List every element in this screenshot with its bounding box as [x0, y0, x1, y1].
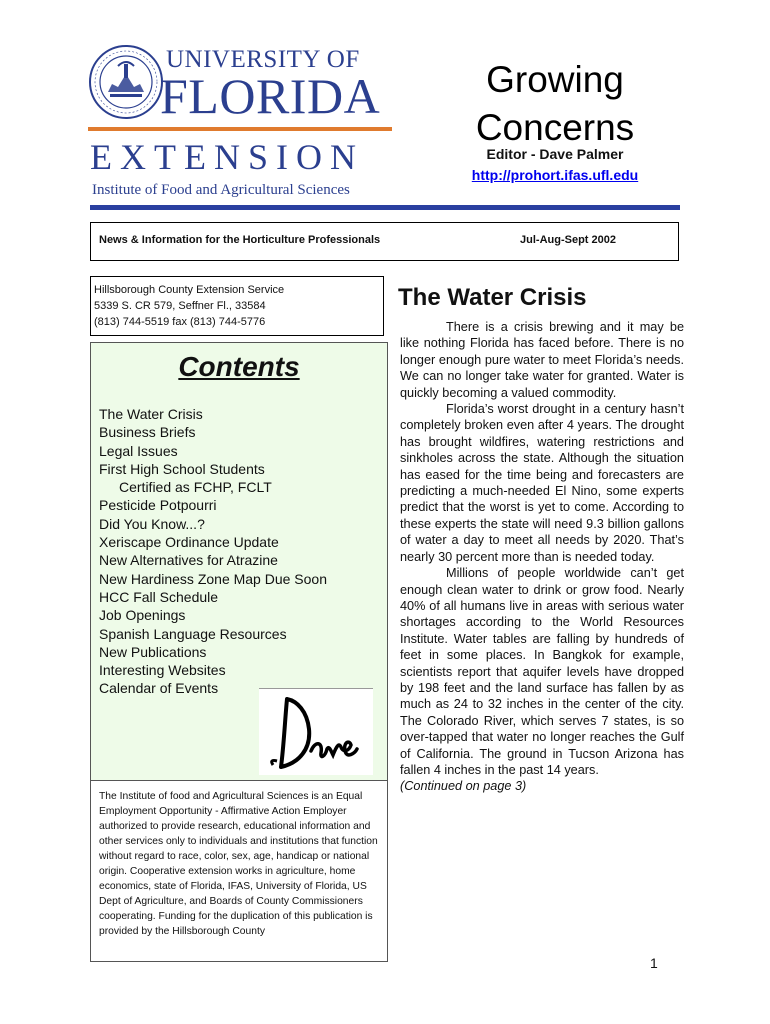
contents-heading: Contents	[178, 351, 300, 382]
contents-box	[90, 342, 388, 784]
eeo-disclaimer-box	[90, 780, 388, 962]
article-body	[400, 319, 684, 795]
address-box	[90, 276, 384, 336]
address-line-2: 5339 S. CR 579, Seffner Fl., 33584	[94, 300, 266, 312]
editor-credit: Editor - Dave Palmer	[486, 146, 624, 162]
toc-item[interactable]: The Water Crisis	[99, 406, 203, 422]
toc-item[interactable]: Spanish Language Resources	[99, 625, 287, 642]
uf-extension-logo	[88, 44, 392, 204]
address-line-1: Hillsborough County Extension Service	[94, 284, 285, 296]
toc-item[interactable]: Certified as FCHP, FCLT	[119, 479, 272, 496]
address-line-3: (813) 744-5519 fax (813) 744-5776	[94, 316, 266, 328]
toc-item[interactable]: Did You Know...?	[99, 515, 205, 532]
toc-item[interactable]: Xeriscape Ordinance Update	[99, 534, 279, 551]
banner-tagline: News & Information for the Horticulture Professionals	[99, 234, 381, 246]
continued-note[interactable]: (Continued on page 3)	[400, 779, 527, 794]
toc-item[interactable]: Calendar of Events	[99, 680, 219, 697]
page-number: 1	[650, 955, 658, 971]
editor-signature	[259, 688, 373, 775]
title-line-1: Growing	[486, 59, 624, 100]
toc-item[interactable]: First High School Students	[99, 460, 265, 477]
toc-item[interactable]: HCC Fall Schedule	[99, 588, 219, 605]
article-paragraph-1: There is a crisis brewing and it may be like nothing Florida has faced before. There is no longer enough pure water to meet Florida’s needs. We can no longer take water for granted. Water is quickly becoming a valued commodity.	[400, 320, 684, 400]
title-line-2: Concerns	[475, 107, 635, 148]
website-link[interactable]: http://prohort.ifas.ufl.edu	[471, 167, 639, 183]
university-seal-icon	[88, 44, 164, 120]
eeo-disclaimer-text: The Institute of food and Agricultural Sciences is an Equal Employment Opportunity - Affirmative Action Employer authorized to provide research, educational information and other services only to individuals and institutions that function without regard to race, color, sex, age, handicap or national origin. Cooperative extension works in agriculture, home economics, state of Florida, IFAS, University of Florida, US Dept of Agriculture, and Boards of County Commissioners cooperating. Funding for the duplication of this publication is provided by the Hillsborough County	[99, 791, 378, 937]
issue-banner	[90, 222, 679, 261]
logo-university-of: UNIVERSITY OF	[166, 46, 360, 73]
toc-item[interactable]: Pesticide Potpourri	[99, 497, 217, 514]
article-paragraph-3: Millions of people worldwide can’t get enough clean water to drink or grow food. Nearly 40% of all humans live in areas with serious water shortages according to the World Resources Institute. Water tables are falling by hundreds of feet in some places. In Bangkok for example, scientists report that aquifer levels have dropped by 198 feet and the land surface has fallen by as much as 24 to 32 inches in the center of the city. The Colorado River, which serves 7 states, is so over-tapped that water no longer reaches the Gulf of California. The ground in Tucson Arizona has fallen 4 inches in the past 14 years.	[400, 566, 684, 777]
contents-list	[99, 405, 327, 698]
toc-item[interactable]: Job Openings	[99, 607, 186, 624]
toc-item[interactable]: Business Briefs	[99, 424, 196, 441]
toc-item[interactable]: Legal Issues	[99, 442, 178, 459]
newsletter-title	[455, 56, 655, 152]
logo-extension: EXTENSION	[90, 137, 364, 177]
toc-item[interactable]: Interesting Websites	[99, 662, 226, 679]
toc-item[interactable]: New Publications	[99, 643, 207, 660]
logo-ifas: Institute of Food and Agricultural Sciences	[92, 182, 350, 198]
banner-issue-date: Jul-Aug-Sept 2002	[520, 234, 616, 246]
logo-florida: FLORIDA	[160, 68, 381, 124]
toc-item[interactable]: New Hardiness Zone Map Due Soon	[99, 570, 328, 587]
header-rule	[90, 205, 680, 210]
toc-item[interactable]: New Alternatives for Atrazine	[99, 552, 278, 569]
article-title: The Water Crisis	[398, 284, 587, 311]
signature-icon	[259, 689, 373, 775]
logo-orange-rule	[88, 127, 392, 131]
article-continued	[400, 778, 684, 794]
article-paragraph-2: Florida’s worst drought in a century hasn’t completely broken even after 4 years. The drought has brought wildfires, watering restrictions and sinkholes across the state. Although the situation has eased for the time being and forecasters are predicting a much-needed El Nino, some experts predict that the worst is yet to come. According to these experts the state will need 9.3 billion gallons of water a day to meet all needs by 2020. That’s nearly 30 percent more than is needed today.	[400, 402, 684, 564]
